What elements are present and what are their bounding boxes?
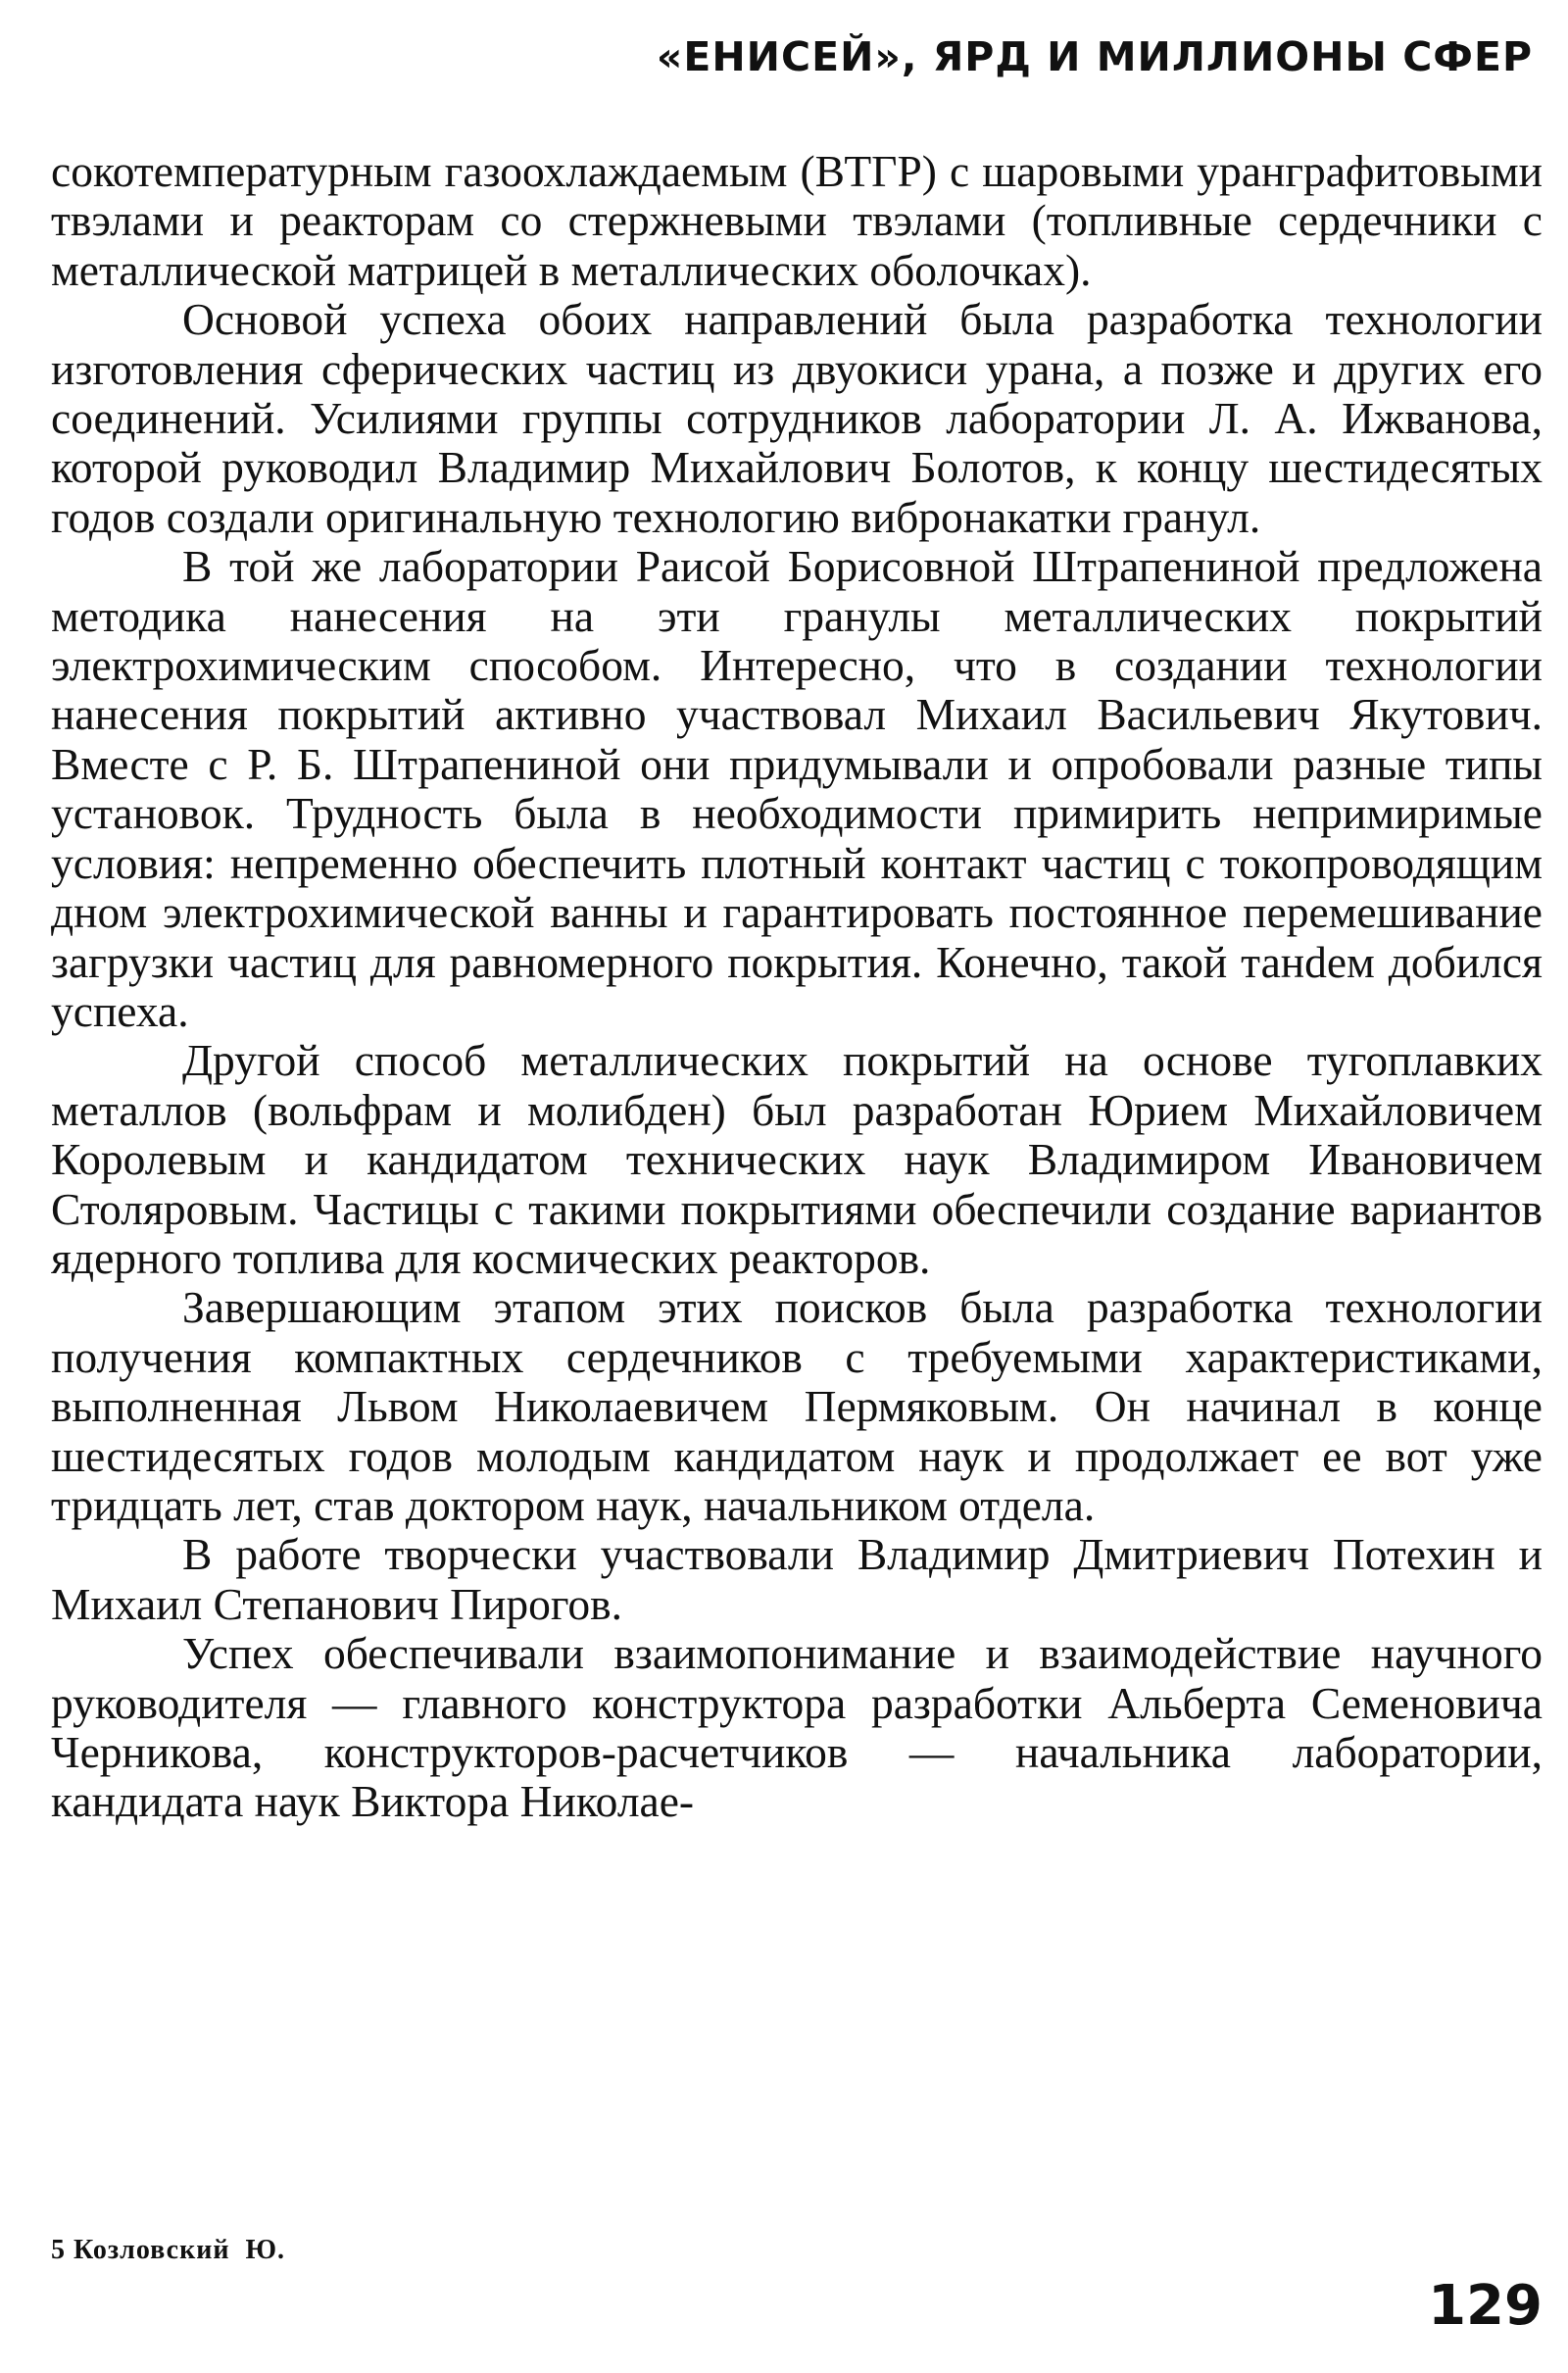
paragraph: Основой успеха обоих направлений была разработка технологии изготовления сферических частиц из двуокиси урана, а позже и других его соединений. Усилиями группы сотрудников лаборатории Л. А. Ижванова, которой руководил Владимир Михайлович Болотов, к концу шестидесятых годов создали оригинальную технологию вибронакатки гранул. — [51, 294, 1543, 542]
signature-mark: 5 Козловский Ю. — [51, 2235, 285, 2265]
body-text — [51, 147, 1543, 1827]
paragraph: В той же лаборатории Раисой Борисовной Штрапениной предложена методика нанесения на эти гранулы металлических покрытий электрохимическим способом. Интересно, что в создании технологии нанесения покрытий активно участвовал Михаил Васильевич Якутович. Вместе с Р. Б. Штрапениной они придумывали и опробовали разные типы установок. Трудность была в необходимости примирить непримиримые условия: непременно обеспечить плотный контакт частиц с токопроводящим дном электрохимической ванны и гарантировать постоянное перемешивание загрузки частиц для равномерного покрытия. Конечно, такой танdем добился успеха. — [51, 541, 1543, 1036]
paragraph-continuation: сокотемпературным газоохлаждаемым (ВТГР) с шаровыми уранграфитовыми твэлами и реакторам со стержневыми твэлами (топливные сердечники с металлической матрицей в металлических оболочках). — [51, 146, 1543, 295]
running-head: «ЕНИСЕЙ», ЯРД И МИЛЛИОНЫ СФЕР — [656, 33, 1533, 80]
paragraph: Другой способ металлических покрытий на основе тугоплавких металлов (вольфрам и молибден) был разработан Юрием Михайловичем Королевым и кандидатом технических наук Владимиром Ивановичем Столяровым. Частицы с такими покрытиями обеспечили создание вариантов ядерного топлива для космических реакторов. — [51, 1035, 1543, 1283]
paragraph: В работе творчески участвовали Владимир Дмитриевич Потехин и Михаил Степанович Пирогов. — [51, 1529, 1543, 1629]
paragraph: Завершающим этапом этих поисков была разработка технологии получения компактных сердечников с требуемыми характеристиками, выполненная Львом Николаевичем Пермяковым. Он начинал в конце шестидесятых годов молодым кандидатом наук и продолжает ее вот уже тридцать лет, став доктором наук, начальником отдела. — [51, 1282, 1543, 1530]
page-number: 129 — [1428, 2274, 1543, 2338]
paragraph: Успех обеспечивали взаимопонимание и взаимодействие научного руководителя — главного конструктора разработки Альберта Семеновича Черникова, конструкторов-расчетчиков — начальника лаборатории, кандидата наук Виктора Николае- — [51, 1628, 1543, 1827]
book-page — [51, 0, 1543, 2373]
